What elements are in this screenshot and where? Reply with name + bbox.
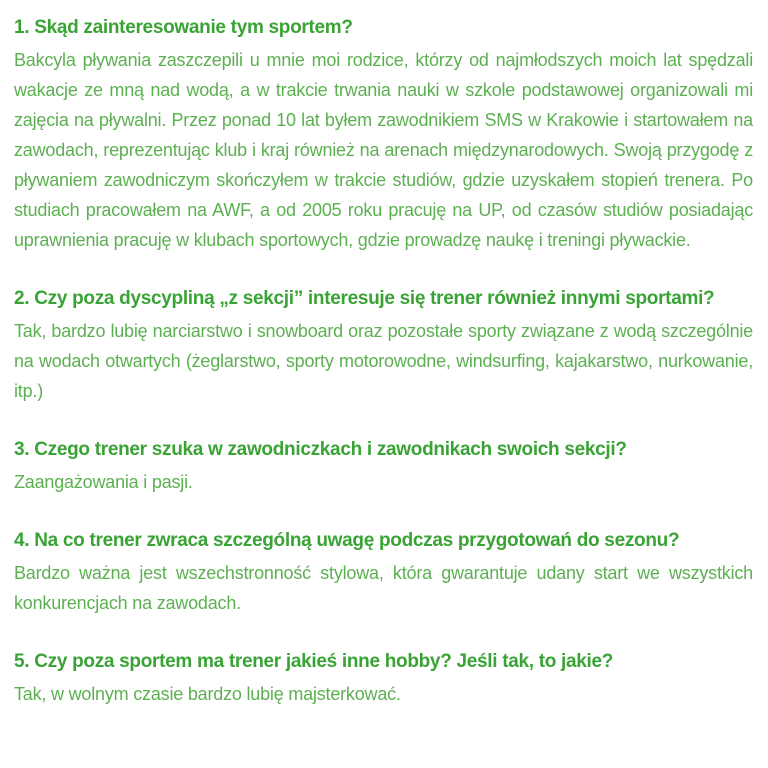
answer-text: Tak, w wolnym czasie bardzo lubię majsterkować. <box>14 684 401 704</box>
qa-section <box>14 649 753 709</box>
question-heading: 2. Czy poza dyscypliną „z sekcji” interesuje się trener również innymi sportami? <box>14 288 715 309</box>
question-heading: 5. Czy poza sportem ma trener jakieś inne hobby? Jeśli tak, to jakie? <box>14 651 614 672</box>
answer-text: Tak, bardzo lubię narciarstwo i snowboard oraz pozostałe sporty związane z wodą szczególnie na wodach otwartych (żeglarstwo, sporty motorowodne, windsurfing, kajakarstwo, nurkowanie, itp.) <box>14 321 753 401</box>
answer-text: Bakcyla pływania zaszczepili u mnie moi rodzice, którzy od najmłodszych moich lat spędzali wakacje ze mną nad wodą, a w trakcie trwania nauki w szkole podstawowej organizowali mi zajęcia na pływalni. Przez ponad 10 lat byłem zawodnikiem SMS w Krakowie i startowałem na zawodach, reprezentując klub i kraj również na arenach międzynarodowych. Swoją przygodę z pływaniem zawodniczym skończyłem w trakcie studiów, gdzie uzyskałem stopień trenera. Po studiach pracowałem na AWF, a od 2005 roku pracuję na UP, od czasów studiów posiadając uprawnienia pracuję w klubach sportowych, gdzie prowadzę naukę i treningi pływackie. <box>14 50 753 250</box>
qa-section <box>14 528 753 618</box>
question-heading: 4. Na co trener zwraca szczególną uwagę podczas przygotowań do sezonu? <box>14 530 680 551</box>
question-heading: 1. Skąd zainteresowanie tym sportem? <box>14 17 353 38</box>
qa-section <box>14 286 753 406</box>
answer-text: Bardzo ważna jest wszechstronność stylowa, która gwarantuje udany start we wszystkich konkurencjach na zawodach. <box>14 563 753 613</box>
qa-section <box>14 15 753 255</box>
qa-section <box>14 437 753 497</box>
question-heading: 3. Czego trener szuka w zawodniczkach i zawodnikach swoich sekcji? <box>14 439 627 460</box>
answer-text: Zaangażowania i pasji. <box>14 472 193 492</box>
